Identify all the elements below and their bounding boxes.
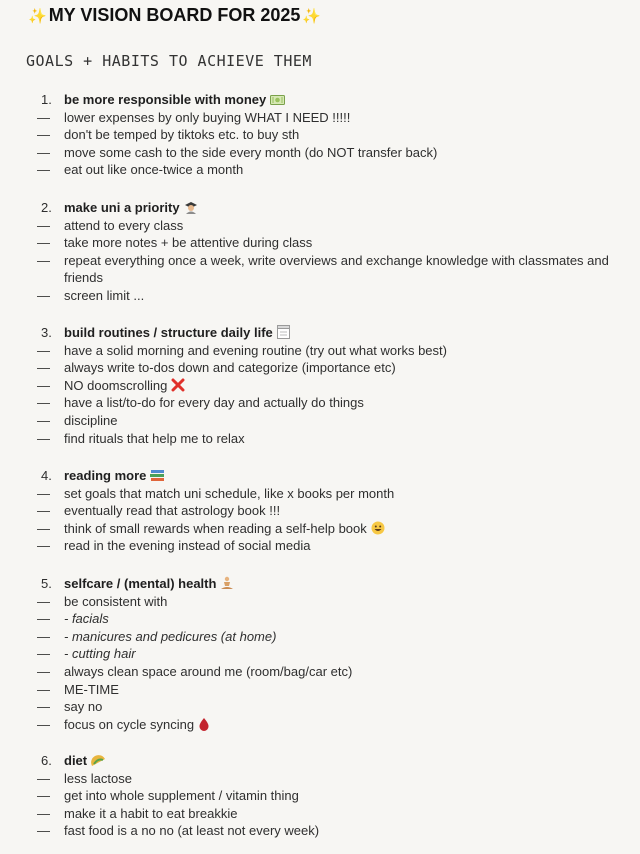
list-bullet: — <box>37 716 50 732</box>
list-item: get into whole supplement / vitamin thing <box>64 788 299 804</box>
list-bullet: — <box>37 823 50 839</box>
list-item: don't be temped by tiktoks etc. to buy sth <box>64 127 300 143</box>
list-bullet: — <box>37 395 50 411</box>
goal-heading: reading more <box>64 467 165 487</box>
list-item: say no <box>64 699 103 715</box>
list-bullet: — <box>37 805 50 821</box>
list-item: take more notes + be attentive during class <box>64 235 313 251</box>
goal-heading: make uni a priority <box>64 199 198 219</box>
list-item: eat out like once-twice a month <box>64 162 244 178</box>
goal-number: 2. <box>41 200 52 215</box>
list-bullet: — <box>37 287 50 303</box>
list-bullet: — <box>37 520 50 536</box>
list-bullet: — <box>37 252 50 268</box>
list-item: make it a habit to eat breakkie <box>64 805 238 821</box>
list-bullet: — <box>37 144 50 160</box>
goal-number: 4. <box>41 468 52 483</box>
list-item: - cutting hair <box>64 646 136 662</box>
list-item: less lactose <box>64 770 132 786</box>
list-bullet: — <box>37 699 50 715</box>
list-bullet: — <box>37 162 50 178</box>
list-item: read in the evening instead of social media <box>64 538 311 554</box>
list-bullet: — <box>37 485 50 501</box>
list-bullet: — <box>37 646 50 662</box>
list-item: screen limit ... <box>64 287 145 303</box>
list-item: NO doomscrolling <box>64 377 620 397</box>
list-bullet: — <box>37 412 50 428</box>
goal-heading: diet <box>64 752 106 772</box>
list-item: always clean space around me (room/bag/car etc) <box>64 663 353 679</box>
list-bullet: — <box>37 109 50 125</box>
list-bullet: — <box>37 538 50 554</box>
list-bullet: — <box>37 663 50 679</box>
goal-section-6 <box>0 752 640 840</box>
list-item: fast food is a no no (at least not every week) <box>64 823 320 839</box>
list-bullet: — <box>37 593 50 609</box>
list-item: eventually read that astrology book !!! <box>64 503 281 519</box>
goal-number: 6. <box>41 753 52 768</box>
goal-section-3 <box>0 324 640 447</box>
list-bullet: — <box>37 235 50 251</box>
goal-heading: build routines / structure daily life <box>64 324 290 344</box>
sparkles-icon: ✨ <box>28 7 47 25</box>
goal-section-1 <box>0 91 640 179</box>
goal-number: 1. <box>41 92 52 107</box>
list-item: think of small rewards when reading a self-help book <box>64 520 620 540</box>
list-bullet: — <box>37 377 50 393</box>
goal-heading: be more responsible with money <box>64 91 285 111</box>
list-item: have a list/to-do for every day and actually do things <box>64 395 364 411</box>
list-item: repeat everything once a week, write overviews and exchange knowledge with classmates and friends <box>64 252 609 286</box>
list-item: - manicures and pedicures (at home) <box>64 628 277 644</box>
list-bullet: — <box>37 360 50 376</box>
list-item: focus on cycle syncing <box>64 716 620 736</box>
list-item: attend to every class <box>64 217 184 233</box>
goal-section-4 <box>0 467 640 555</box>
list-item: have a solid morning and evening routine (try out what works best) <box>64 342 447 358</box>
list-item: - facials <box>64 611 109 627</box>
goal-heading: selfcare / (mental) health <box>64 575 234 595</box>
list-bullet: — <box>37 430 50 446</box>
goal-section-2 <box>0 199 640 304</box>
list-item: find rituals that help me to relax <box>64 430 245 446</box>
list-item: lower expenses by only buying WHAT I NEED !!!!! <box>64 109 351 125</box>
list-bullet: — <box>37 611 50 627</box>
list-item: discipline <box>64 412 118 428</box>
list-bullet: — <box>37 342 50 358</box>
goal-number: 5. <box>41 576 52 591</box>
list-bullet: — <box>37 628 50 644</box>
list-bullet: — <box>37 503 50 519</box>
goal-number: 3. <box>41 325 52 340</box>
sparkles-icon: ✨ <box>302 7 322 25</box>
list-bullet: — <box>37 217 50 233</box>
drop-of-blood-icon <box>198 717 210 736</box>
list-item: move some cash to the side every month (do NOT transfer back) <box>64 144 438 160</box>
page-title <box>26 5 323 26</box>
list-item: set goals that match uni schedule, like x books per month <box>64 485 395 501</box>
list-item: ME-TIME <box>64 681 119 697</box>
list-bullet: — <box>37 770 50 786</box>
page-title-text: MY VISION BOARD FOR 2025 <box>48 5 301 25</box>
list-item: be consistent with <box>64 593 168 609</box>
list-bullet: — <box>37 681 50 697</box>
goal-section-5 <box>0 575 640 733</box>
page-subtitle: GOALS + HABITS TO ACHIEVE THEM <box>26 52 312 70</box>
list-bullet: — <box>37 127 50 143</box>
list-bullet: — <box>37 788 50 804</box>
list-item: always write to-dos down and categorize (importance etc) <box>64 360 396 376</box>
